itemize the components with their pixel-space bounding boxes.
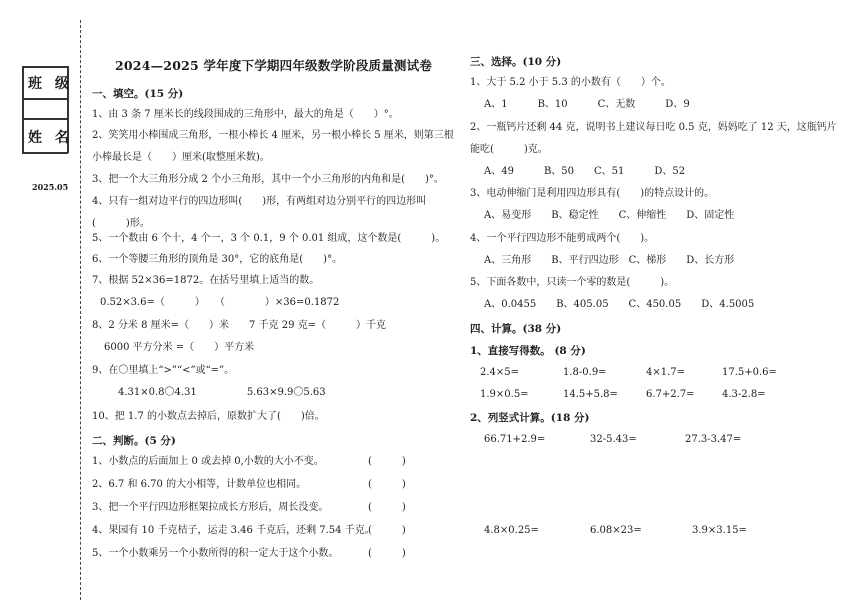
question-line: 4.31×0.8〇4.31 5.63×9.9〇5.63 [118, 387, 326, 398]
vertical-calc-item: 6.08×23= [590, 525, 642, 536]
sidebar-rule [22, 66, 68, 68]
part2-heading: 二、判断。(5 分) [92, 435, 176, 447]
judge-item: 4、果园有 10 千克桔子，运走 3.46 千克后，还剩 7.54 千克。 [92, 525, 375, 536]
question-line: 9、在〇里填上“>”“<”或“=”。 [92, 365, 235, 376]
judge-item: 1、小数点的后面加上 0 或去掉 0,小数的大小不变。 [92, 456, 324, 467]
vertical-calc-item: 66.71+2.9= [484, 434, 546, 445]
judge-item: 5、一个小数乘另一个小数所得的积一定大于这个小数。 [92, 548, 339, 559]
calc-item: 2.4×5= [480, 367, 520, 378]
judge-item: 3、把一个平行四边形框架拉成长方形后，周长没变。 [92, 502, 329, 513]
class-label: 班 级 [28, 76, 73, 92]
judge-item: 2、6.7 和 6.70 的大小相等，计数单位也相同。 [92, 479, 307, 490]
question-line: 3、把一个大三角形分成 2 个小三角形，其中一个小三角形的内角和是( )°。 [92, 174, 444, 185]
question-line: 小棒最长是（ ）厘米(取整厘米数)。 [92, 152, 270, 163]
fold-dashed-line [80, 20, 81, 600]
choice-question: 2、一瓶钙片还剩 44 克，说明书上建议每日吃 0.5 克，妈妈吃了 12 天，这瓶钙片 [470, 122, 837, 133]
vertical-calc-item: 27.3-3.47= [685, 434, 742, 445]
answer-paren[interactable]: ( ) [368, 502, 406, 513]
choice-question: 3、电动伸缩门是利用四边形具有( )的特点设计的。 [470, 188, 715, 199]
choice-question: 4、一个平行四边形不能剪成两个( )。 [470, 233, 655, 244]
part1-heading: 一、填空。(15 分) [92, 88, 184, 100]
name-label: 姓 名 [28, 130, 73, 146]
calc-item: 4.3-2.8= [722, 389, 766, 400]
answer-paren[interactable]: ( ) [368, 525, 406, 536]
choice-question: 5、下面各数中，只读一个零的数是( )。 [470, 277, 675, 288]
choice-options: A、三角形 B、平行四边形 C、梯形 D、长方形 [484, 255, 735, 266]
question-line: 6000 平方分米 =（ ）平方米 [104, 342, 255, 353]
question-line: 10、把 1.7 的小数点去掉后，原数扩大了( )倍。 [92, 411, 325, 422]
choice-options: A、0.0455 B、405.05 C、450.05 D、4.5005 [484, 299, 755, 310]
part4-sub1: 1、直接写得数。 (8 分) [470, 345, 586, 357]
answer-paren[interactable]: ( ) [368, 456, 406, 467]
calc-item: 4×1.7= [646, 367, 686, 378]
exam-date: 2025.05 [32, 182, 69, 192]
choice-question: 能吃( )克。 [470, 144, 548, 155]
calc-item: 1.9×0.5= [480, 389, 529, 400]
exam-title: 2024—2025 学年度下学期四年级数学阶段质量测试卷 [115, 58, 433, 73]
choice-options: A、易变形 B、稳定性 C、伸缩性 D、固定性 [484, 210, 735, 221]
question-line: 0.52×3.6=（ ） （ ）×36=0.1872 [100, 297, 340, 308]
calc-item: 14.5+5.8= [563, 389, 618, 400]
question-line: 1、由 3 条 7 厘米长的线段围成的三角形中，最大的角是（ ）°。 [92, 109, 399, 120]
calc-item: 1.8-0.9= [563, 367, 607, 378]
question-line: 5、一个数由 6 个十，4 个一，3 个 0.1，9 个 0.01 组成，这个数是( )。 [92, 233, 446, 244]
question-line: 6、一个等腰三角形的顶角是 30°，它的底角是( )°。 [92, 254, 343, 265]
sidebar-rule [22, 118, 68, 120]
question-line: 4、只有一组对边平行的四边形叫( )形，有两组对边分别平行的四边形叫 [92, 196, 427, 207]
calc-item: 6.7+2.7= [646, 389, 695, 400]
part4-heading: 四、计算。(38 分) [470, 323, 562, 335]
vertical-calc-item: 4.8×0.25= [484, 525, 539, 536]
question-line: 7、根据 52×36=1872。在括号里填上适当的数。 [92, 275, 320, 286]
question-line: ( )形。 [92, 218, 150, 229]
sidebar-rule [22, 98, 68, 100]
choice-question: 1、大于 5.2 小于 5.3 的小数有（ ）个。 [470, 77, 671, 88]
question-line: 2、笑笑用小棒围成三角形，一根小棒长 4 厘米，另一根小棒长 5 厘米，则第三根 [92, 130, 454, 141]
choice-options: A、49 B、50 C、51 D、52 [484, 166, 686, 177]
answer-paren[interactable]: ( ) [368, 479, 406, 490]
choice-options: A、1 B、10 C、无数 D、9 [484, 99, 690, 110]
vertical-calc-item: 32-5.43= [590, 434, 637, 445]
part4-sub2: 2、列竖式计算。(18 分) [470, 412, 590, 424]
answer-paren[interactable]: ( ) [368, 548, 406, 559]
sidebar-rule [22, 66, 24, 153]
question-line: 8、2 分米 8 厘米=（ ）米 7 千克 29 克=（ ）千克 [92, 320, 387, 331]
sidebar-rule [22, 152, 68, 154]
calc-item: 17.5+0.6= [722, 367, 777, 378]
vertical-calc-item: 3.9×3.15= [692, 525, 747, 536]
part3-heading: 三、选择。(10 分) [470, 56, 562, 68]
